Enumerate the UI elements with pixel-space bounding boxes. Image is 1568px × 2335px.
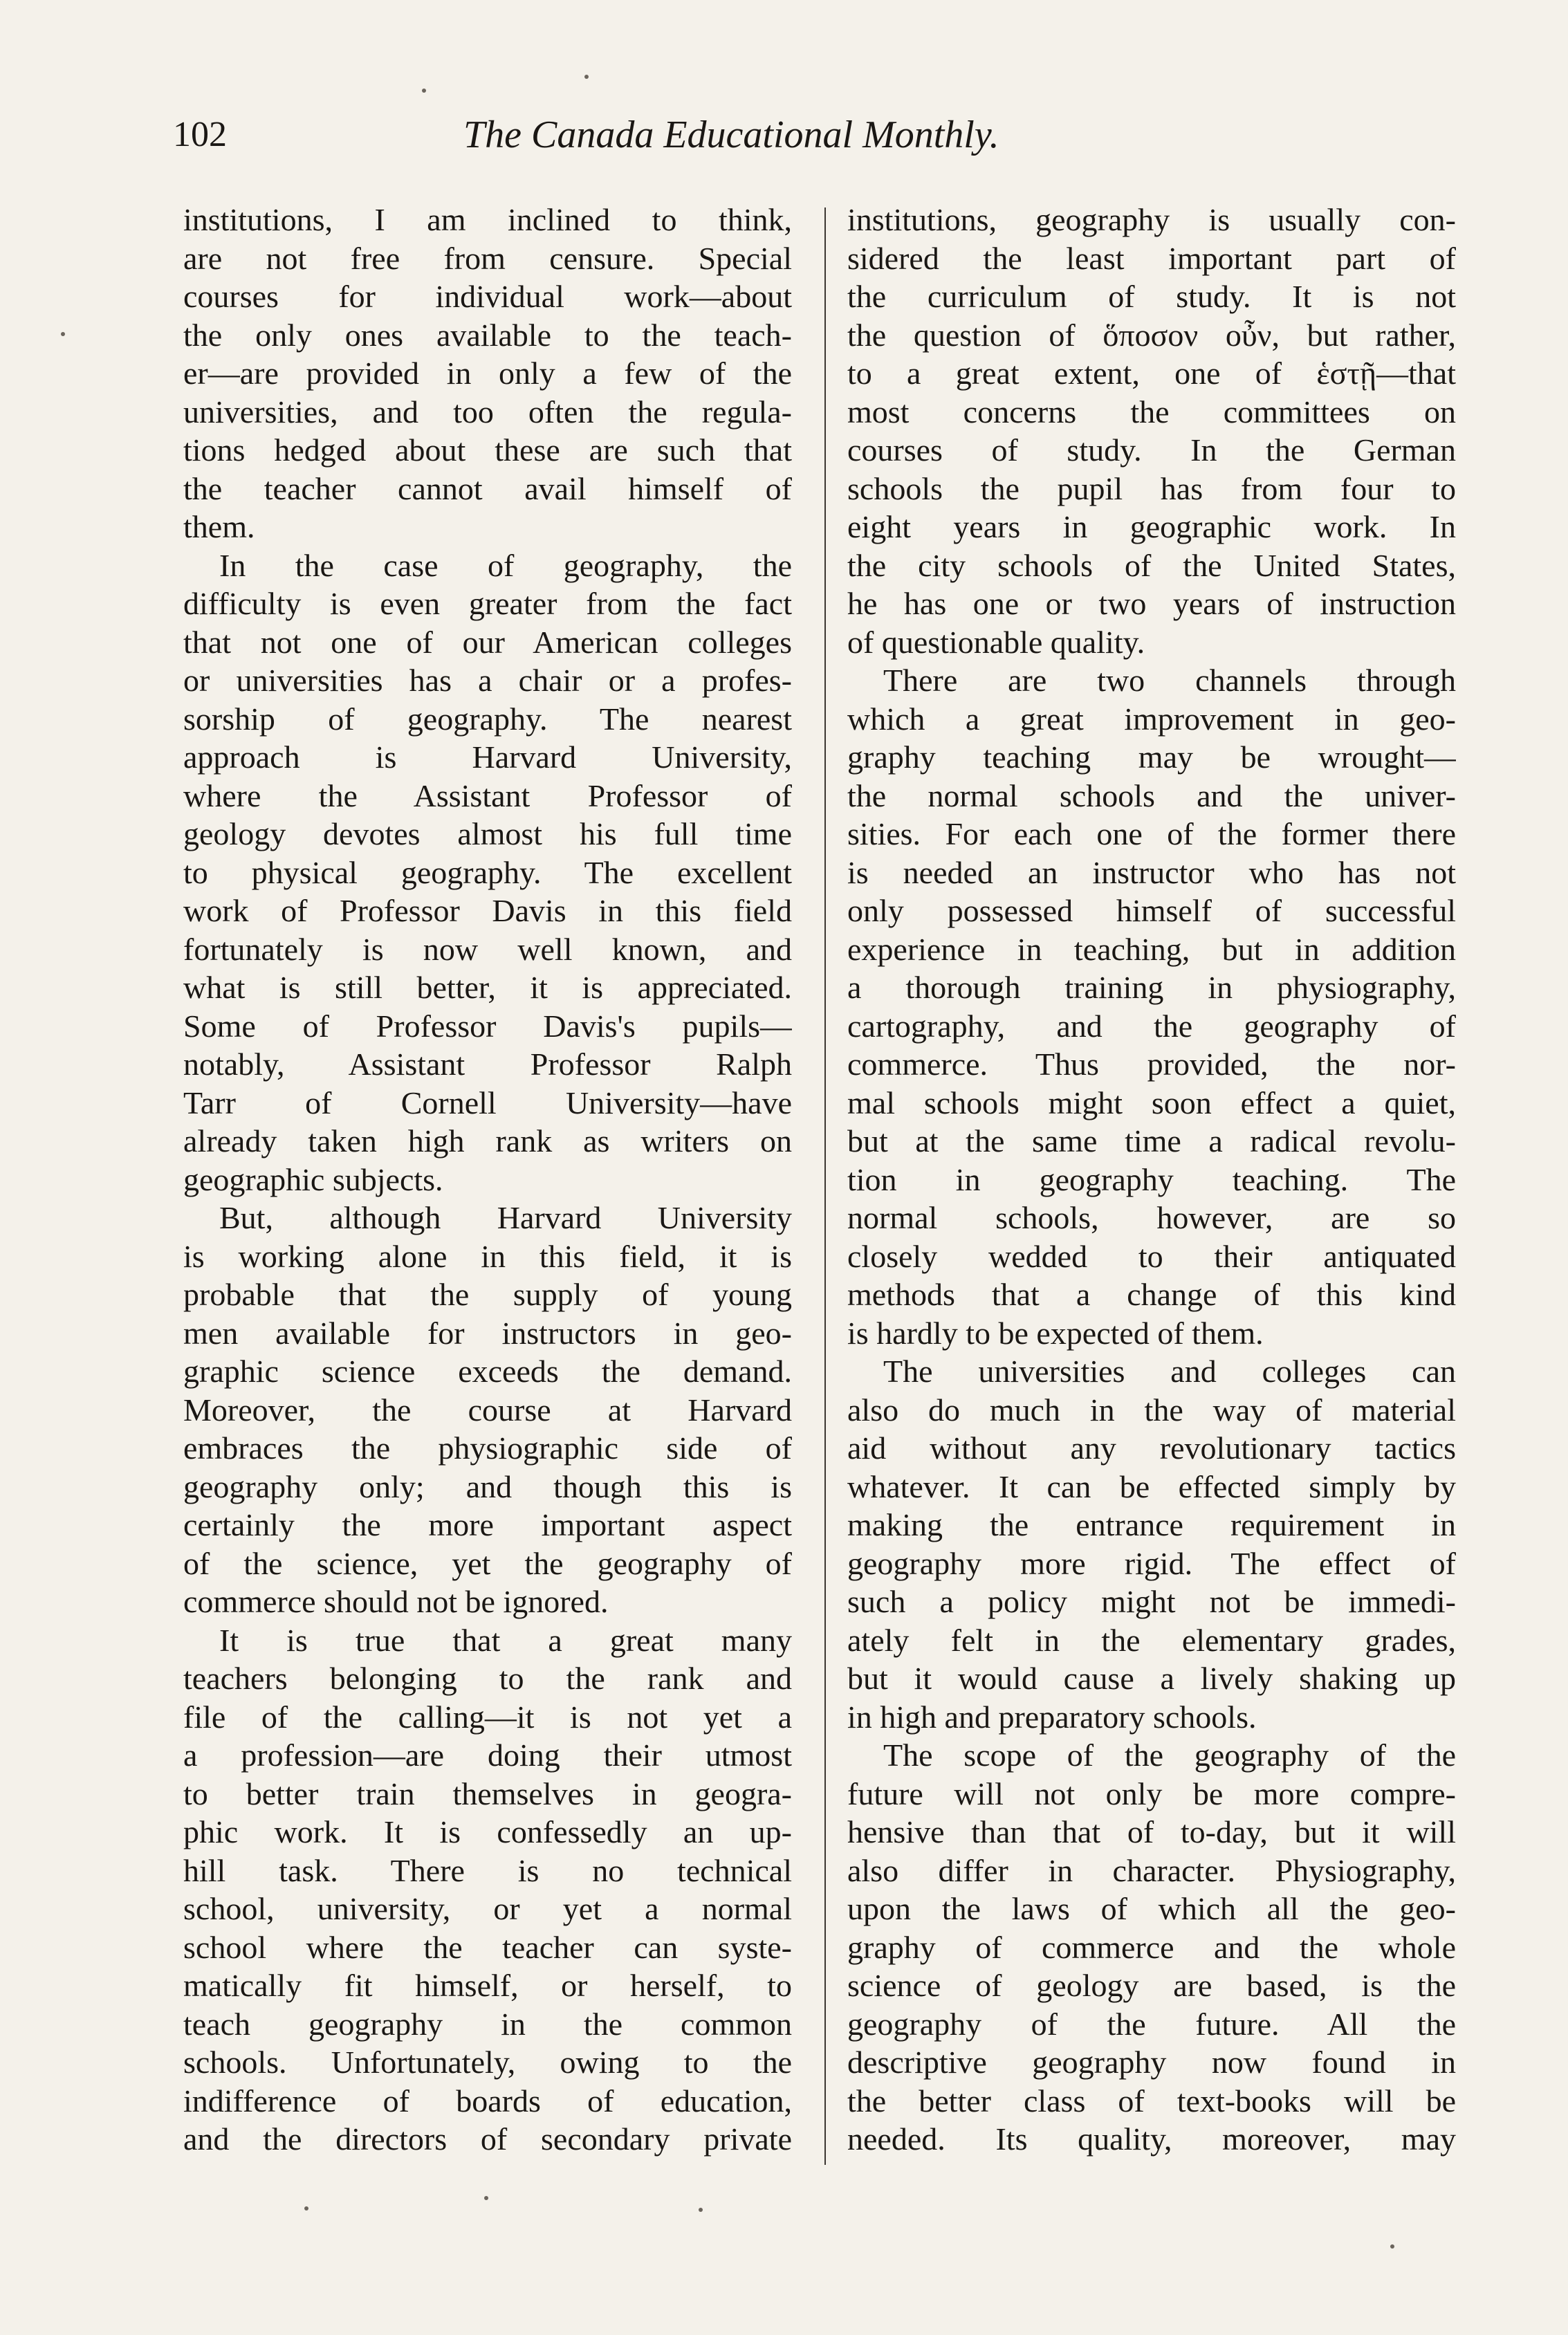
scan-speck — [61, 332, 65, 336]
text-line: The scope of the geography of the — [883, 1737, 1456, 1773]
text-line: school, university, or yet a normal — [183, 1891, 792, 1926]
text-line: are not free from censure. Special — [183, 240, 792, 276]
text-line: that not one of our American colleges — [183, 624, 792, 660]
scan-speck — [422, 89, 426, 93]
text-line: probable that the supply of young — [183, 1277, 792, 1312]
text-line: approach is Harvard University, — [183, 739, 792, 775]
text-line: is needed an instructor who has not — [847, 854, 1456, 890]
text-line: to better train themselves in geogra- — [183, 1775, 792, 1811]
text-line: which a great improvement in geo- — [847, 701, 1456, 737]
text-line: Tarr of Cornell University—have — [183, 1085, 792, 1120]
text-line: graphic science exceeds the demand. — [183, 1354, 792, 1389]
scan-speck — [484, 2196, 488, 2200]
text-line: but at the same time a radical revolu- — [847, 1123, 1456, 1159]
text-line: notably, Assistant Professor Ralph — [183, 1046, 792, 1082]
text-line: already taken high rank as writers on — [183, 1123, 792, 1159]
text-line: embraces the physiographic side of — [183, 1430, 792, 1466]
text-line: most concerns the committees on — [847, 394, 1456, 430]
text-line: sities. For each one of the former there — [847, 816, 1456, 851]
text-line: fortunately is now well known, and — [183, 931, 792, 967]
page-number: 102 — [173, 115, 227, 154]
text-line: matically fit himself, or herself, to — [183, 1968, 792, 2003]
text-line: science of geology are based, is the — [847, 1968, 1456, 2003]
column-divider — [824, 207, 826, 2165]
text-line: teach geography in the common — [183, 2006, 792, 2042]
text-line: the normal schools and the univer- — [847, 777, 1456, 813]
text-line: is working alone in this field, it is — [183, 1238, 792, 1274]
text-line: courses for individual work—about — [183, 279, 792, 314]
text-line: also differ in character. Physiography, — [847, 1852, 1456, 1888]
text-line: needed. Its quality, moreover, may — [847, 2121, 1456, 2157]
text-line: geology devotes almost his full time — [183, 816, 792, 851]
text-line: in high and preparatory schools. — [847, 1699, 1257, 1735]
text-line: mal schools might soon effect a quiet, — [847, 1085, 1456, 1120]
text-line: graphy of commerce and the whole — [847, 1929, 1456, 1965]
text-line: In the case of geography, the — [219, 547, 792, 583]
text-line: hill task. There is no technical — [183, 1852, 792, 1888]
text-line: sidered the least important part of — [847, 240, 1456, 276]
text-line: geographic subjects. — [183, 1161, 443, 1197]
text-line: descriptive geography now found in — [847, 2045, 1456, 2080]
text-line: a profession—are doing their utmost — [183, 1737, 792, 1773]
scan-speck — [1390, 2244, 1394, 2249]
text-line: only possessed himself of successful — [847, 893, 1456, 928]
text-line: whatever. It can be effected simply by — [847, 1468, 1456, 1504]
text-line: file of the calling—it is not yet a — [183, 1699, 792, 1735]
text-line: aid without any revolutionary tactics — [847, 1430, 1456, 1466]
text-line: schools. Unfortunately, owing to the — [183, 2045, 792, 2080]
text-line: school where the teacher can syste- — [183, 1929, 792, 1965]
left-column — [183, 201, 792, 2159]
text-line: commerce. Thus provided, the nor- — [847, 1046, 1456, 1082]
text-line: the teacher cannot avail himself of — [183, 470, 792, 506]
text-line: where the Assistant Professor of — [183, 777, 792, 813]
text-line: graphy teaching may be wrought— — [847, 739, 1456, 775]
text-line: tions hedged about these are such that — [183, 432, 792, 468]
text-line: institutions, I am inclined to think, — [183, 202, 792, 237]
text-line: phic work. It is confessedly an up- — [183, 1814, 792, 1849]
text-line: the question of ὅποσον οὖν, but rather, — [847, 317, 1456, 353]
text-line: the curriculum of study. It is not — [847, 279, 1456, 314]
right-column — [847, 201, 1456, 2159]
text-line: to physical geography. The excellent — [183, 854, 792, 890]
text-line: them. — [183, 509, 255, 544]
text-line: men available for instructors in geo- — [183, 1315, 792, 1351]
text-line: courses of study. In the German — [847, 432, 1456, 468]
text-line: difficulty is even greater from the fact — [183, 586, 792, 621]
text-line: But, although Harvard University — [219, 1200, 792, 1235]
text-line: universities, and too often the regula- — [183, 394, 792, 430]
text-line: the only ones available to the teach- — [183, 317, 792, 353]
text-line: such a policy might not be immedi- — [847, 1584, 1456, 1619]
text-line: sorship of geography. The nearest — [183, 701, 792, 737]
text-line: teachers belonging to the rank and — [183, 1661, 792, 1696]
text-line: normal schools, however, are so — [847, 1200, 1456, 1235]
text-line: institutions, geography is usually con- — [847, 202, 1456, 237]
page-header — [173, 104, 1155, 166]
text-line: cartography, and the geography of — [847, 1008, 1456, 1044]
text-line: work of Professor Davis in this field — [183, 893, 792, 928]
running-title: The Canada Educational Monthly. — [463, 113, 999, 156]
scan-speck — [304, 2206, 308, 2211]
text-line: hensive than that of to-day, but it will — [847, 1814, 1456, 1849]
text-line: is hardly to be expected of them. — [847, 1315, 1264, 1351]
text-line: geography of the future. All the — [847, 2006, 1456, 2042]
text-line: and the directors of secondary private — [183, 2121, 792, 2157]
text-line: he has one or two years of instruction — [847, 586, 1456, 621]
text-line: but it would cause a lively shaking up — [847, 1661, 1456, 1696]
text-line: certainly the more important aspect — [183, 1507, 792, 1542]
text-line: indifference of boards of education, — [183, 2083, 792, 2119]
text-line: also do much in the way of material — [847, 1392, 1456, 1428]
text-line: a thorough training in physiography, — [847, 970, 1456, 1005]
text-line: of questionable quality. — [847, 624, 1145, 660]
text-line: what is still better, it is appreciated. — [183, 970, 792, 1005]
text-line: the better class of text-books will be — [847, 2083, 1456, 2119]
scan-speck — [584, 75, 589, 79]
text-line: of the science, yet the geography of — [183, 1545, 792, 1581]
text-line: geography more rigid. The effect of — [847, 1545, 1456, 1581]
text-line: methods that a change of this kind — [847, 1277, 1456, 1312]
text-line: making the entrance requirement in — [847, 1507, 1456, 1542]
text-line: schools the pupil has from four to — [847, 470, 1456, 506]
text-line: or universities has a chair or a profes- — [183, 663, 792, 698]
text-line: to a great extent, one of ἑστῇ—that — [847, 356, 1456, 391]
text-line: The universities and colleges can — [883, 1354, 1456, 1389]
text-line: Moreover, the course at Harvard — [183, 1392, 792, 1428]
scan-speck — [699, 2208, 703, 2212]
text-line: There are two channels through — [883, 663, 1456, 698]
text-line: eight years in geographic work. In — [847, 509, 1456, 544]
text-line: Some of Professor Davis's pupils— — [183, 1008, 792, 1044]
text-line: commerce should not be ignored. — [183, 1584, 609, 1619]
text-line: geography only; and though this is — [183, 1468, 792, 1504]
text-line: experience in teaching, but in addition — [847, 931, 1456, 967]
text-line: future will not only be more compre- — [847, 1775, 1456, 1811]
text-line: tion in geography teaching. The — [847, 1161, 1456, 1197]
text-line: ately felt in the elementary grades, — [847, 1622, 1456, 1658]
text-line: closely wedded to their antiquated — [847, 1238, 1456, 1274]
text-line: It is true that a great many — [219, 1622, 792, 1658]
text-line: er—are provided in only a few of the — [183, 356, 792, 391]
text-line: upon the laws of which all the geo- — [847, 1891, 1456, 1926]
text-line: the city schools of the United States, — [847, 547, 1456, 583]
